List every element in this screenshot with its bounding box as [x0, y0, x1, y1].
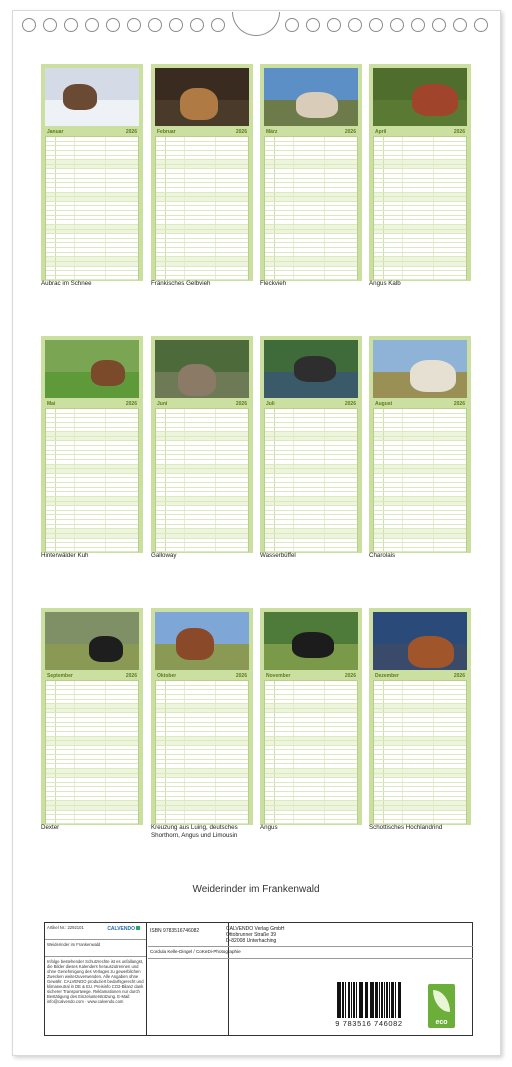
- photo-caption: Angus Kalb: [369, 280, 401, 287]
- leaf-icon: [433, 990, 450, 1012]
- cattle-photo: [264, 68, 358, 126]
- cattle-photo: [45, 68, 139, 126]
- barcode-bar: [400, 982, 401, 1018]
- publisher-street: Ottobrunner Straße 39: [226, 932, 277, 938]
- publisher-name: CALVENDO Verlag GmbH: [226, 926, 285, 932]
- cattle-photo: [155, 340, 249, 398]
- photo-caption: Fränkisches Gelbvieh: [151, 280, 211, 287]
- cow-shape: [408, 636, 454, 668]
- publisher-logo: [107, 926, 140, 932]
- month-header: [155, 128, 249, 135]
- barcode-bar: [345, 982, 347, 1018]
- article-number: Artikel Nr.: 2292101: [47, 925, 84, 930]
- month-card: [151, 336, 253, 553]
- month-name: April: [375, 128, 387, 135]
- month-card: [369, 608, 471, 825]
- month-year: 2026: [453, 400, 465, 407]
- month-header: [373, 672, 467, 679]
- cow-shape: [178, 364, 216, 396]
- month-name: Oktober: [157, 672, 177, 679]
- month-year: 2026: [125, 672, 137, 679]
- disclaimer-text: Infolge bestehender Schutzrechte ist es unfallangst, die Bilder dieses Kalenders herauszutrennen und ohne Genehmigung des Verlages zu gewerblichen Zwecken weiterzuverwenden. Alle Angaben ohne Gewähr. CALVENDO produziert bedarfsgerecht und klimaneutral in DE & EU. Preisinfo CO2-Bilanz dank sicherer Transportwege. Reklamationen nur durch Bestätigung des Einzelunterstützung. E-Mail: info@calvendo.com · www.calvendo.com: [47, 959, 144, 1004]
- month-year: 2026: [344, 400, 356, 407]
- month-header: [45, 672, 139, 679]
- binding-hole: [411, 18, 425, 32]
- barcode-bar: [361, 982, 363, 1018]
- barcode-bar: [354, 982, 355, 1018]
- month-card: [260, 608, 362, 825]
- month-name: Juni: [157, 400, 168, 407]
- month-card: [260, 336, 362, 553]
- month-card: [151, 608, 253, 825]
- month-name: November: [266, 672, 291, 679]
- day-grid: [45, 408, 139, 552]
- month-year: 2026: [453, 672, 465, 679]
- binding-hole: [64, 18, 78, 32]
- barcode-bar: [339, 982, 340, 1018]
- barcode-bar: [379, 982, 380, 1018]
- month-header: [45, 400, 139, 407]
- photo-caption: Dexter: [41, 824, 60, 831]
- cattle-photo: [155, 612, 249, 670]
- cow-shape: [91, 360, 125, 386]
- month-header: [155, 672, 249, 679]
- eco-badge: [428, 984, 455, 1028]
- binding-hole: [474, 18, 488, 32]
- barcode-bar: [343, 982, 344, 1018]
- month-card: [260, 64, 362, 281]
- product-title: Weiderinder im Frankenwald: [47, 942, 101, 947]
- day-grid: [45, 680, 139, 824]
- barcode-bar: [366, 982, 367, 1018]
- binding-hole: [43, 18, 57, 32]
- divider: [148, 958, 473, 959]
- calendar-title: Weiderinder im Frankenwald: [192, 884, 320, 895]
- cattle-photo: [155, 68, 249, 126]
- month-header: [264, 128, 358, 135]
- divider: [148, 946, 473, 947]
- barcode-bar: [372, 982, 373, 1018]
- binding-hole: [306, 18, 320, 32]
- binding-hole: [190, 18, 204, 32]
- binding-hole: [22, 18, 36, 32]
- binding-hole: [390, 18, 404, 32]
- binding-hole: [453, 18, 467, 32]
- barcode-number: 9 783516 746082: [335, 1019, 403, 1028]
- day-grid: [264, 408, 358, 552]
- month-name: August: [375, 400, 393, 407]
- photo-caption: Galloway: [151, 552, 177, 559]
- month-card: [151, 64, 253, 281]
- month-header: [373, 400, 467, 407]
- barcode-bar: [399, 982, 400, 1018]
- barcode-bar: [387, 982, 388, 1018]
- photo-caption: Aubrac im Schnee: [41, 280, 92, 287]
- day-grid: [264, 680, 358, 824]
- month-name: Juli: [266, 400, 275, 407]
- photo-caption: Fleckvieh: [260, 280, 287, 287]
- barcode-bar: [382, 982, 383, 1018]
- month-year: 2026: [344, 672, 356, 679]
- binding-hole: [85, 18, 99, 32]
- photo-caption: Charolais: [369, 552, 396, 559]
- barcode-bar: [395, 982, 396, 1018]
- day-grid: [155, 408, 249, 552]
- article-row: [45, 923, 146, 940]
- photo-caption: Wasserbüffel: [260, 552, 296, 559]
- binding-hole: [148, 18, 162, 32]
- eco-label: eco: [435, 1019, 448, 1026]
- barcode-bar: [367, 982, 368, 1018]
- day-grid: [155, 680, 249, 824]
- month-year: 2026: [235, 672, 247, 679]
- photo-caption: Angus: [260, 824, 278, 831]
- day-grid: [45, 136, 139, 280]
- product-title-row: [45, 940, 146, 957]
- day-grid: [373, 408, 467, 552]
- day-grid: [264, 136, 358, 280]
- photo-caption: Hinterwälder Kuh: [41, 552, 89, 559]
- binding-hole: [327, 18, 341, 32]
- publisher-address: [226, 926, 285, 944]
- binding-hole: [348, 18, 362, 32]
- photo-caption: Kreuzung aus Luing, deutsches Shorthorn, Angus und Limousin: [151, 824, 238, 839]
- barcode-bar: [384, 982, 385, 1018]
- cow-shape: [89, 636, 123, 662]
- binding-hole: [369, 18, 383, 32]
- photo-caption: Schottisches Hochlandrind: [369, 824, 443, 831]
- publisher-logo-text: CALVENDO: [107, 926, 135, 932]
- cow-shape: [180, 88, 218, 120]
- cattle-photo: [45, 340, 139, 398]
- cow-shape: [294, 356, 336, 382]
- barcode-bar: [351, 982, 352, 1018]
- cattle-photo: [264, 612, 358, 670]
- cattle-photo: [45, 612, 139, 670]
- month-year: 2026: [344, 128, 356, 135]
- day-grid: [373, 136, 467, 280]
- cattle-photo: [373, 612, 467, 670]
- info-column-middle: [149, 923, 229, 1035]
- month-name: März: [266, 128, 278, 135]
- cow-shape: [410, 360, 456, 392]
- barcode-bars: [337, 982, 403, 1018]
- day-grid: [155, 136, 249, 280]
- binding-hole: [127, 18, 141, 32]
- isbn: ISBN 9783516746082: [150, 928, 200, 934]
- month-card: [41, 608, 143, 825]
- month-header: [155, 400, 249, 407]
- day-grid: [373, 680, 467, 824]
- binding-holes-right: [285, 18, 488, 32]
- month-name: Januar: [47, 128, 64, 135]
- binding-hole: [285, 18, 299, 32]
- cow-shape: [296, 92, 338, 118]
- cow-shape: [176, 628, 214, 660]
- month-year: 2026: [235, 128, 247, 135]
- month-year: 2026: [125, 400, 137, 407]
- barcode-bar: [360, 982, 361, 1018]
- binding-hole: [432, 18, 446, 32]
- month-name: Mai: [47, 400, 56, 407]
- cow-shape: [412, 84, 458, 116]
- binding-hole: [211, 18, 225, 32]
- month-card: [369, 336, 471, 553]
- barcode-bar: [376, 982, 378, 1018]
- cattle-photo: [264, 340, 358, 398]
- cattle-photo: [373, 340, 467, 398]
- author-credit: Cordula Kelle-Dingel / CoKeDi-Photographie: [150, 949, 241, 954]
- month-header: [264, 672, 358, 679]
- month-header: [373, 128, 467, 135]
- cow-shape: [63, 84, 97, 110]
- month-card: [41, 336, 143, 553]
- barcode-bar: [338, 982, 339, 1018]
- barcode-bar: [356, 982, 357, 1018]
- month-card: [41, 64, 143, 281]
- publisher-city: D-82008 Unterhaching: [226, 938, 277, 944]
- month-year: 2026: [125, 128, 137, 135]
- barcode: [331, 982, 407, 1028]
- binding-hole: [106, 18, 120, 32]
- barcode-bar: [392, 982, 394, 1018]
- month-name: Dezember: [375, 672, 399, 679]
- month-card: [369, 64, 471, 281]
- binding-holes-left: [22, 18, 225, 32]
- cattle-photo: [373, 68, 467, 126]
- cow-shape: [292, 632, 334, 658]
- barcode-bar: [349, 982, 350, 1018]
- binding-hole: [169, 18, 183, 32]
- info-column-left: [45, 923, 147, 1035]
- month-header: [45, 128, 139, 135]
- barcode-bar: [389, 982, 390, 1018]
- barcode-bar: [371, 982, 372, 1018]
- month-year: 2026: [235, 400, 247, 407]
- month-year: 2026: [453, 128, 465, 135]
- month-header: [264, 400, 358, 407]
- month-name: September: [47, 672, 73, 679]
- month-name: Februar: [157, 128, 176, 135]
